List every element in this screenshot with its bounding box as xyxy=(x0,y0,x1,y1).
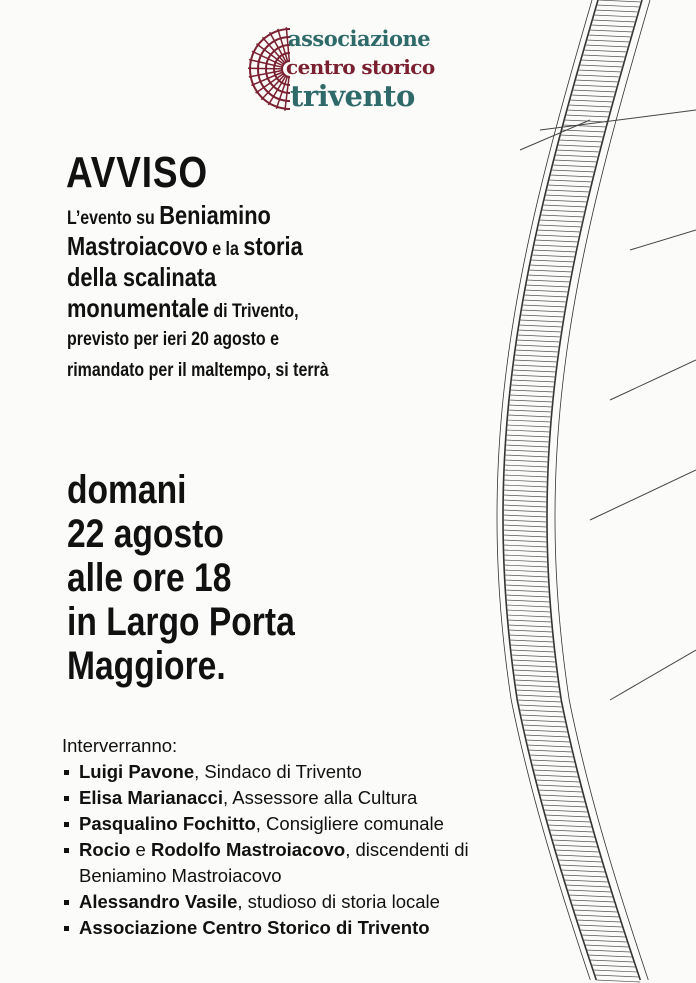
intro-segment: Beniamino xyxy=(159,200,271,230)
speaker-role: , studioso di storia locale xyxy=(237,891,440,912)
speaker-role: e xyxy=(130,839,151,860)
staircase-map-drawing xyxy=(460,0,696,983)
intro-line xyxy=(67,200,329,231)
bullet-icon xyxy=(64,770,69,775)
highlight-line: Maggiore. xyxy=(67,644,226,688)
bullet-icon xyxy=(64,796,69,801)
highlight-line: 22 agosto xyxy=(67,512,224,556)
intro-segment: di Trivento, xyxy=(208,301,299,322)
logo-line-1: associazione xyxy=(288,26,431,51)
intro-line xyxy=(67,293,329,324)
intro-segment: monumentale xyxy=(67,293,209,323)
intro-line xyxy=(67,262,329,293)
bullet-icon xyxy=(64,900,69,905)
logo-line-3: trivento xyxy=(290,79,415,113)
speakers-heading: Interverranno: xyxy=(62,735,178,756)
speaker-role: , Assessore alla Cultura xyxy=(222,787,418,808)
speaker-role: , discendenti di xyxy=(345,839,469,860)
intro-segment: previsto per ieri 20 agosto e xyxy=(67,329,279,350)
intro-segment: L’evento su xyxy=(67,208,160,229)
intro-line xyxy=(67,324,329,355)
speaker-name: Rocio xyxy=(79,839,131,860)
bullet-icon xyxy=(64,822,69,827)
speaker-item xyxy=(62,811,469,837)
speaker-role: , Sindaco di Trivento xyxy=(194,761,362,782)
speaker-name: Elisa Marianacci xyxy=(79,787,223,808)
association-logo xyxy=(246,22,466,117)
bullet-icon xyxy=(64,926,69,931)
intro-segment: storia xyxy=(243,231,303,261)
highlight-line: domani xyxy=(67,468,187,512)
speaker-name: Associazione Centro Storico di Trivento xyxy=(79,917,430,938)
speaker-role: , Consigliere comunale xyxy=(255,813,444,834)
intro-segment: e la xyxy=(207,239,244,260)
highlight-line: alle ore 18 xyxy=(67,556,232,600)
speaker-name: Alessandro Vasile xyxy=(79,891,238,912)
event-intro-text xyxy=(67,200,329,386)
speaker-item xyxy=(62,837,469,863)
speaker-item xyxy=(62,785,469,811)
intro-line xyxy=(67,231,329,262)
speakers-list xyxy=(62,733,469,941)
speaker-item xyxy=(62,915,469,941)
speaker-item xyxy=(62,759,469,785)
intro-segment: rimandato per il maltempo, si terrà xyxy=(67,360,329,381)
intro-segment: Mastroiacovo xyxy=(67,231,208,261)
intro-line xyxy=(67,355,329,386)
speaker-role: Beniamino Mastroiacovo xyxy=(79,865,282,886)
speaker-item xyxy=(62,889,469,915)
notice-title: AVVISO xyxy=(66,148,208,197)
highlight-line: in Largo Porta xyxy=(67,600,295,644)
speaker-name: Rodolfo Mastroiacovo xyxy=(150,839,346,860)
bullet-icon xyxy=(64,848,69,853)
speaker-name: Pasqualino Fochitto xyxy=(79,813,256,834)
logo-line-2: centro storico xyxy=(286,55,435,79)
speaker-name: Luigi Pavone xyxy=(79,761,195,782)
intro-segment: della scalinata xyxy=(67,262,217,292)
speaker-item xyxy=(62,863,469,889)
event-date-location xyxy=(67,468,295,688)
